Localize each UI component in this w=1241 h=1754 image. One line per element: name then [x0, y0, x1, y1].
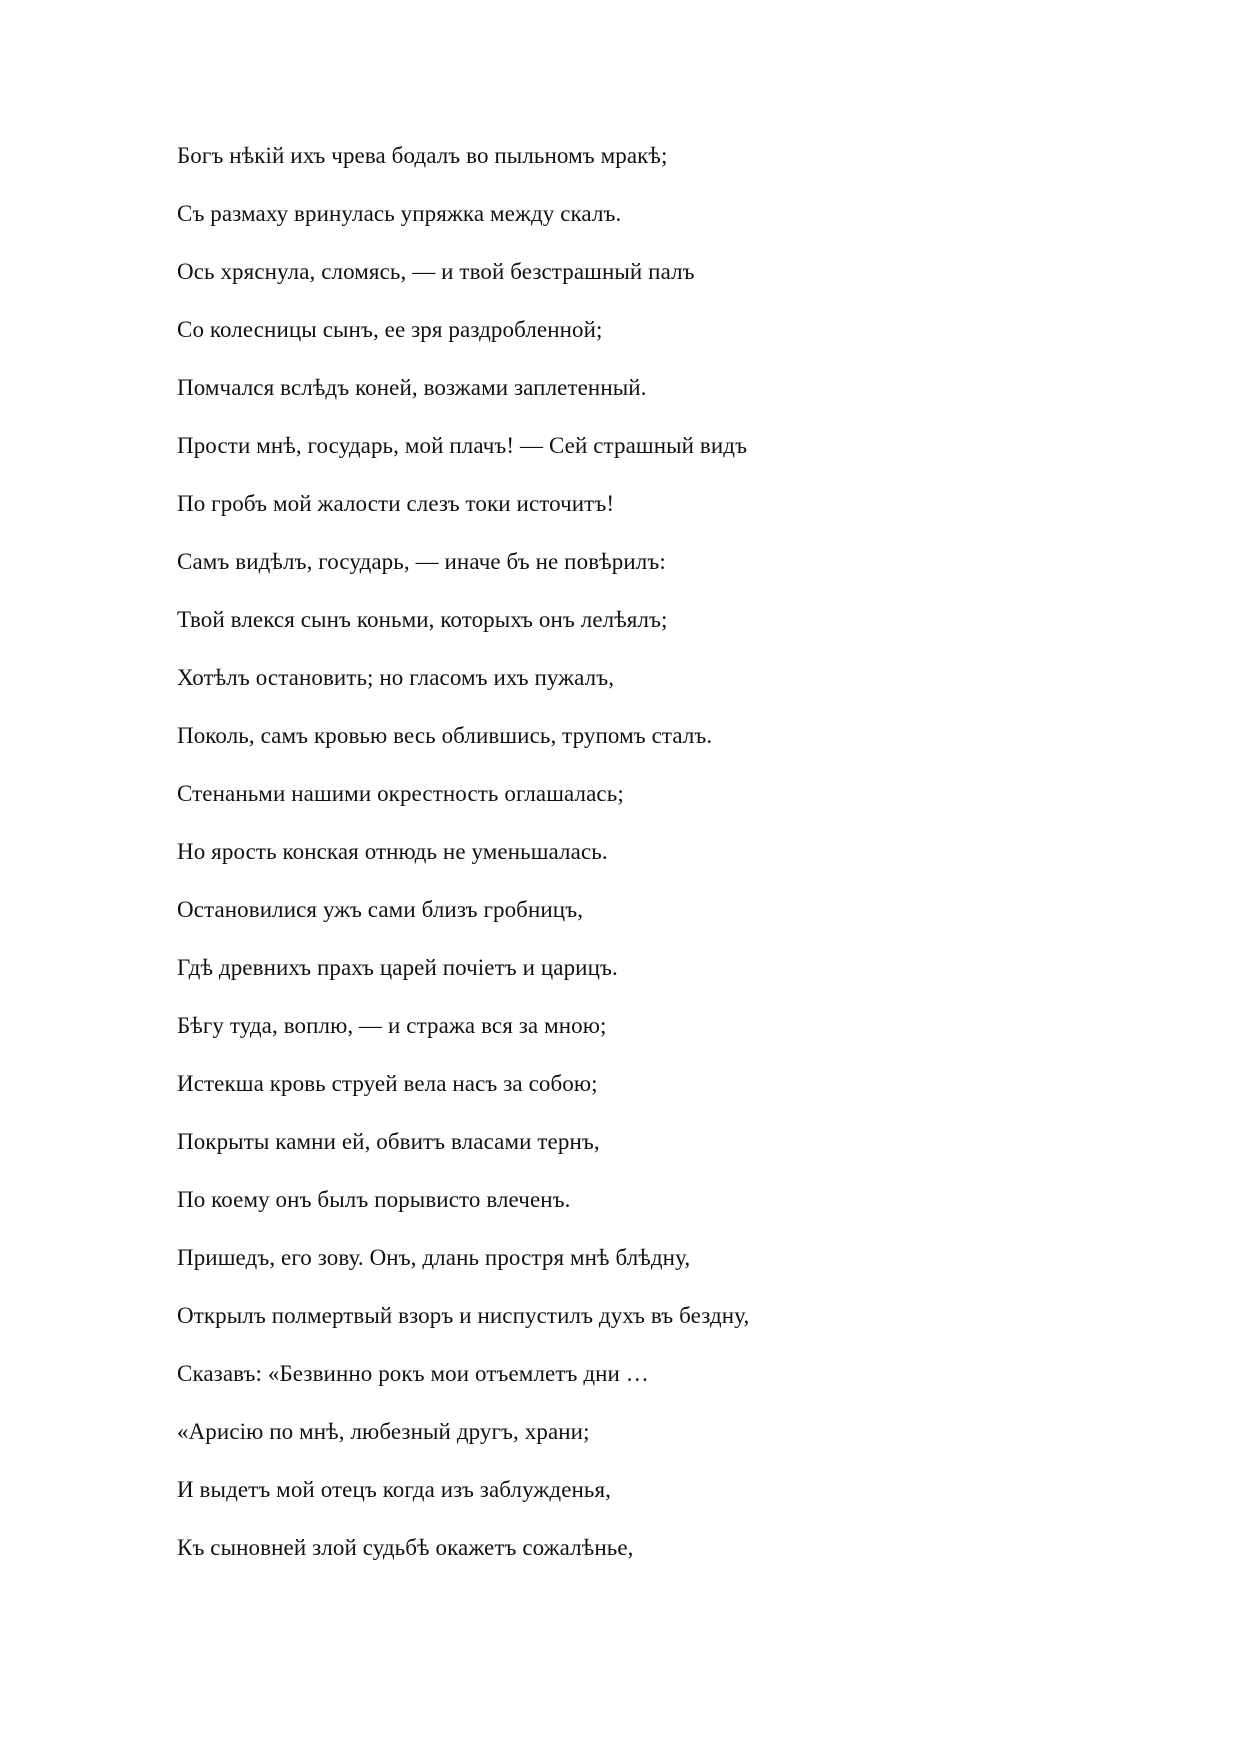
verse-line: Бѣгу туда, воплю, — и стража вся за мною;: [177, 1013, 607, 1038]
verse-line: Но ярость конская отнюдь не уменьшалась.: [177, 839, 608, 864]
verse-line: Къ сыновней злой судьбѣ окажетъ сожалѣнье,: [177, 1535, 634, 1560]
verse-line: Со колесницы сынъ, ее зря раздробленной;: [177, 317, 603, 342]
verse-line: Ось хряснула, сломясь, — и твой безстрашный палъ: [177, 259, 695, 284]
verse-line: Открылъ полмертвый взоръ и ниспустилъ духъ въ бездну,: [177, 1303, 750, 1328]
verse-line: Твой влекся сынъ коньми, которыхъ онъ лелѣялъ;: [177, 607, 668, 632]
verse-line: Богъ нѣкій ихъ чрева бодалъ во пыльномъ мракѣ;: [177, 143, 668, 168]
verse-line: Стенаньми нашими окрестность оглашалась;: [177, 781, 624, 806]
verse-line: «Арисію по мнѣ, любезный другъ, храни;: [177, 1419, 590, 1444]
verse-line: Пришедъ, его зову. Онъ, длань простря мнѣ блѣдну,: [177, 1245, 691, 1270]
verse-line: Самъ видѣлъ, государь, — иначе бъ не повѣрилъ:: [177, 549, 666, 574]
verse-line: Хотѣлъ остановить; но гласомъ ихъ пужалъ,: [177, 665, 615, 690]
verse-line: Истекша кровь струей вела насъ за собою;: [177, 1071, 598, 1096]
verse-line: Прости мнѣ, государь, мой плачъ! — Сей страшный видъ: [177, 433, 748, 458]
verse-line: По гробъ мой жалости слезъ токи источитъ!: [177, 491, 615, 516]
verse-line: Гдѣ древнихъ прахъ царей почіетъ и царицъ.: [177, 955, 618, 980]
verse-line: По коему онъ былъ порывисто влеченъ.: [177, 1187, 571, 1212]
verse-line: Сказавъ: «Безвинно рокъ мои отъемлетъ дни …: [177, 1361, 649, 1386]
verse-line: Съ размаху вринулась упряжка между скалъ.: [177, 201, 622, 226]
verse-line: Помчался вслѣдъ коней, возжами заплетенный.: [177, 375, 647, 400]
verse-block: [177, 127, 1177, 1577]
verse-line: Остановилися ужъ сами близъ гробницъ,: [177, 897, 584, 922]
verse-line: Покрыты камни ей, обвитъ власами тернъ,: [177, 1129, 600, 1154]
verse-line: И выдетъ мой отецъ когда изъ заблужденья,: [177, 1477, 612, 1502]
verse-line: Поколь, самъ кровью весь облившись, трупомъ сталъ.: [177, 723, 713, 748]
